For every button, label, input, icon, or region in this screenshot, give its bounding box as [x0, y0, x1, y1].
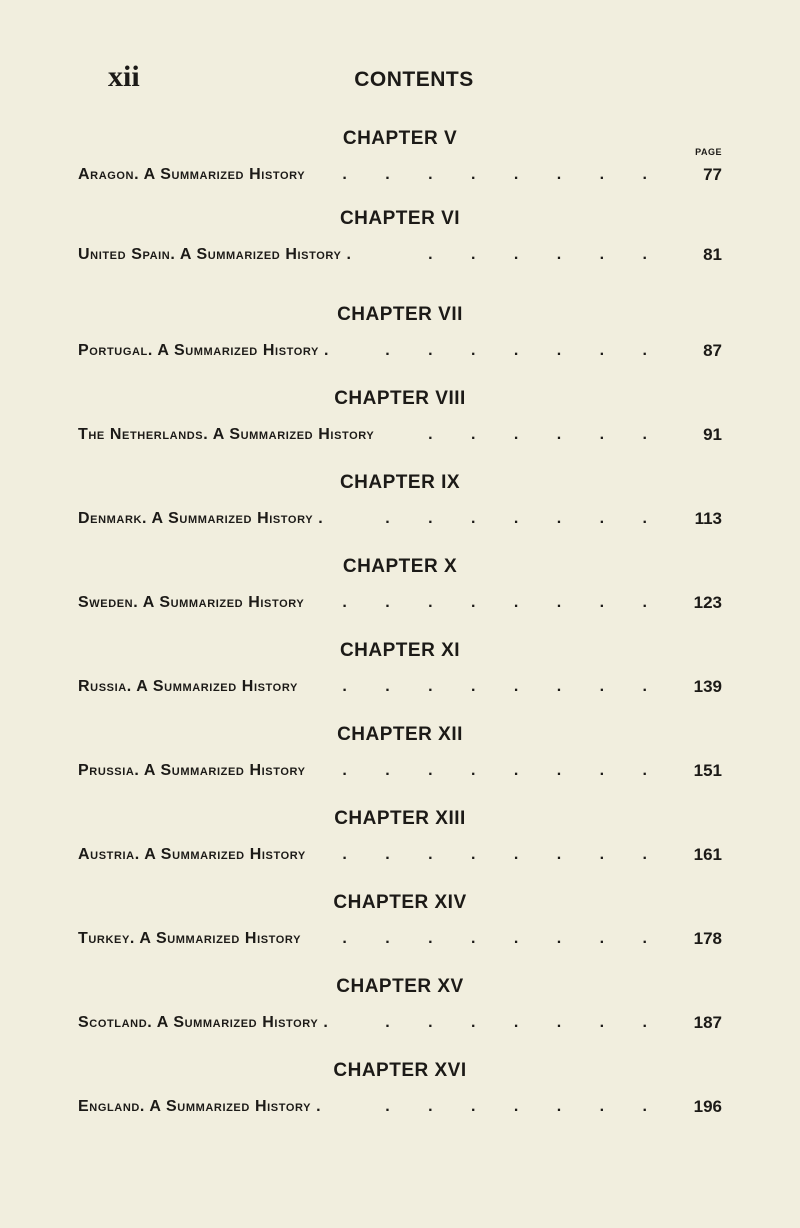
chapter-heading: CHAPTER V — [342, 128, 458, 149]
leader-dots: . . . . . . . — [385, 1098, 664, 1115]
entry-page-number: 87 — [703, 341, 722, 360]
leader-dots: . . . . . . . — [385, 1014, 664, 1031]
entry-title: United Spain. A Summarized History . — [78, 246, 352, 263]
page-number: xii — [108, 60, 140, 93]
chapter-heading: CHAPTER XIII — [334, 808, 466, 829]
entry-title: Russia. A Summarized History — [78, 678, 298, 695]
toc-entry — [78, 244, 722, 266]
chapter-entry — [78, 640, 722, 700]
toc-entry — [78, 164, 722, 186]
chapter-entry — [78, 208, 722, 268]
chapter-heading: CHAPTER XVI — [333, 1060, 467, 1081]
entry-page-number: 77 — [703, 165, 722, 184]
entry-page-number: 81 — [703, 245, 722, 264]
toc-entry — [78, 508, 722, 530]
entry-title: Sweden. A Summarized History — [78, 594, 305, 611]
entry-title: Turkey. A Summarized History — [78, 930, 302, 947]
leader-dots: . . . . . . . — [385, 510, 664, 527]
toc-entry — [78, 340, 722, 362]
leader-dots: . . . . . . . — [385, 342, 664, 359]
entry-title: The Netherlands. A Summarized History — [78, 426, 375, 443]
leader-dots: . . . . . . . . — [342, 166, 664, 183]
chapter-entry — [78, 892, 722, 952]
leader-dots: . . . . . . . . — [342, 930, 664, 947]
chapter-entry — [78, 304, 722, 364]
toc-entry — [78, 676, 722, 698]
toc-entry — [78, 424, 722, 446]
entry-page-number: 91 — [703, 425, 722, 444]
chapter-entry — [78, 128, 722, 188]
chapter-entry — [78, 472, 722, 532]
chapter-heading: CHAPTER XIV — [333, 892, 467, 913]
leader-dots: . . . . . . — [428, 426, 664, 443]
chapter-entry — [78, 808, 722, 868]
running-title: CONTENTS — [354, 68, 474, 91]
toc-entry — [78, 592, 722, 614]
entry-page-number: 123 — [693, 593, 722, 612]
leader-dots: . . . . . . . . — [342, 594, 664, 611]
chapter-heading: CHAPTER VII — [337, 304, 463, 325]
entry-title: Portugal. A Summarized History . — [78, 342, 330, 359]
entry-page-number: 151 — [693, 761, 722, 780]
chapter-heading: CHAPTER VI — [339, 208, 461, 229]
chapter-entry — [78, 1060, 722, 1120]
chapter-heading: CHAPTER IX — [339, 472, 461, 493]
toc-entry — [78, 1096, 722, 1118]
chapter-entry — [78, 556, 722, 616]
chapter-heading: CHAPTER XII — [337, 724, 463, 745]
toc-entry — [78, 844, 722, 866]
chapter-heading: CHAPTER XI — [339, 640, 461, 661]
entry-title: Prussia. A Summarized History — [78, 762, 306, 779]
chapter-heading: CHAPTER VIII — [334, 388, 466, 409]
chapter-heading: CHAPTER XV — [336, 976, 464, 997]
entry-page-number: 196 — [693, 1097, 722, 1116]
entry-page-number: 178 — [693, 929, 722, 948]
chapter-entry — [78, 388, 722, 448]
entry-title: Aragon. A Summarized History — [78, 166, 306, 183]
page-header — [108, 62, 720, 94]
entry-page-number: 187 — [693, 1013, 722, 1032]
leader-dots: . . . . . . . . — [342, 678, 664, 695]
entry-title: England. A Summarized History . — [78, 1098, 322, 1115]
entry-title: Scotland. A Summarized History . — [78, 1014, 329, 1031]
leader-dots: . . . . . . — [428, 246, 664, 263]
entry-title: Denmark. A Summarized History . — [78, 510, 324, 527]
chapter-entry — [78, 976, 722, 1036]
entry-page-number: 139 — [693, 677, 722, 696]
page-column-label: PAGE — [695, 147, 722, 157]
entry-page-number: 113 — [694, 509, 722, 528]
entry-page-number: 161 — [693, 845, 722, 864]
entry-title: Austria. A Summarized History — [78, 846, 306, 863]
leader-dots: . . . . . . . . — [342, 846, 664, 863]
toc-entry — [78, 928, 722, 950]
chapter-heading: CHAPTER X — [342, 556, 458, 577]
toc-entry — [78, 760, 722, 782]
toc-entry — [78, 1012, 722, 1034]
chapter-entry — [78, 724, 722, 784]
leader-dots: . . . . . . . . — [342, 762, 664, 779]
